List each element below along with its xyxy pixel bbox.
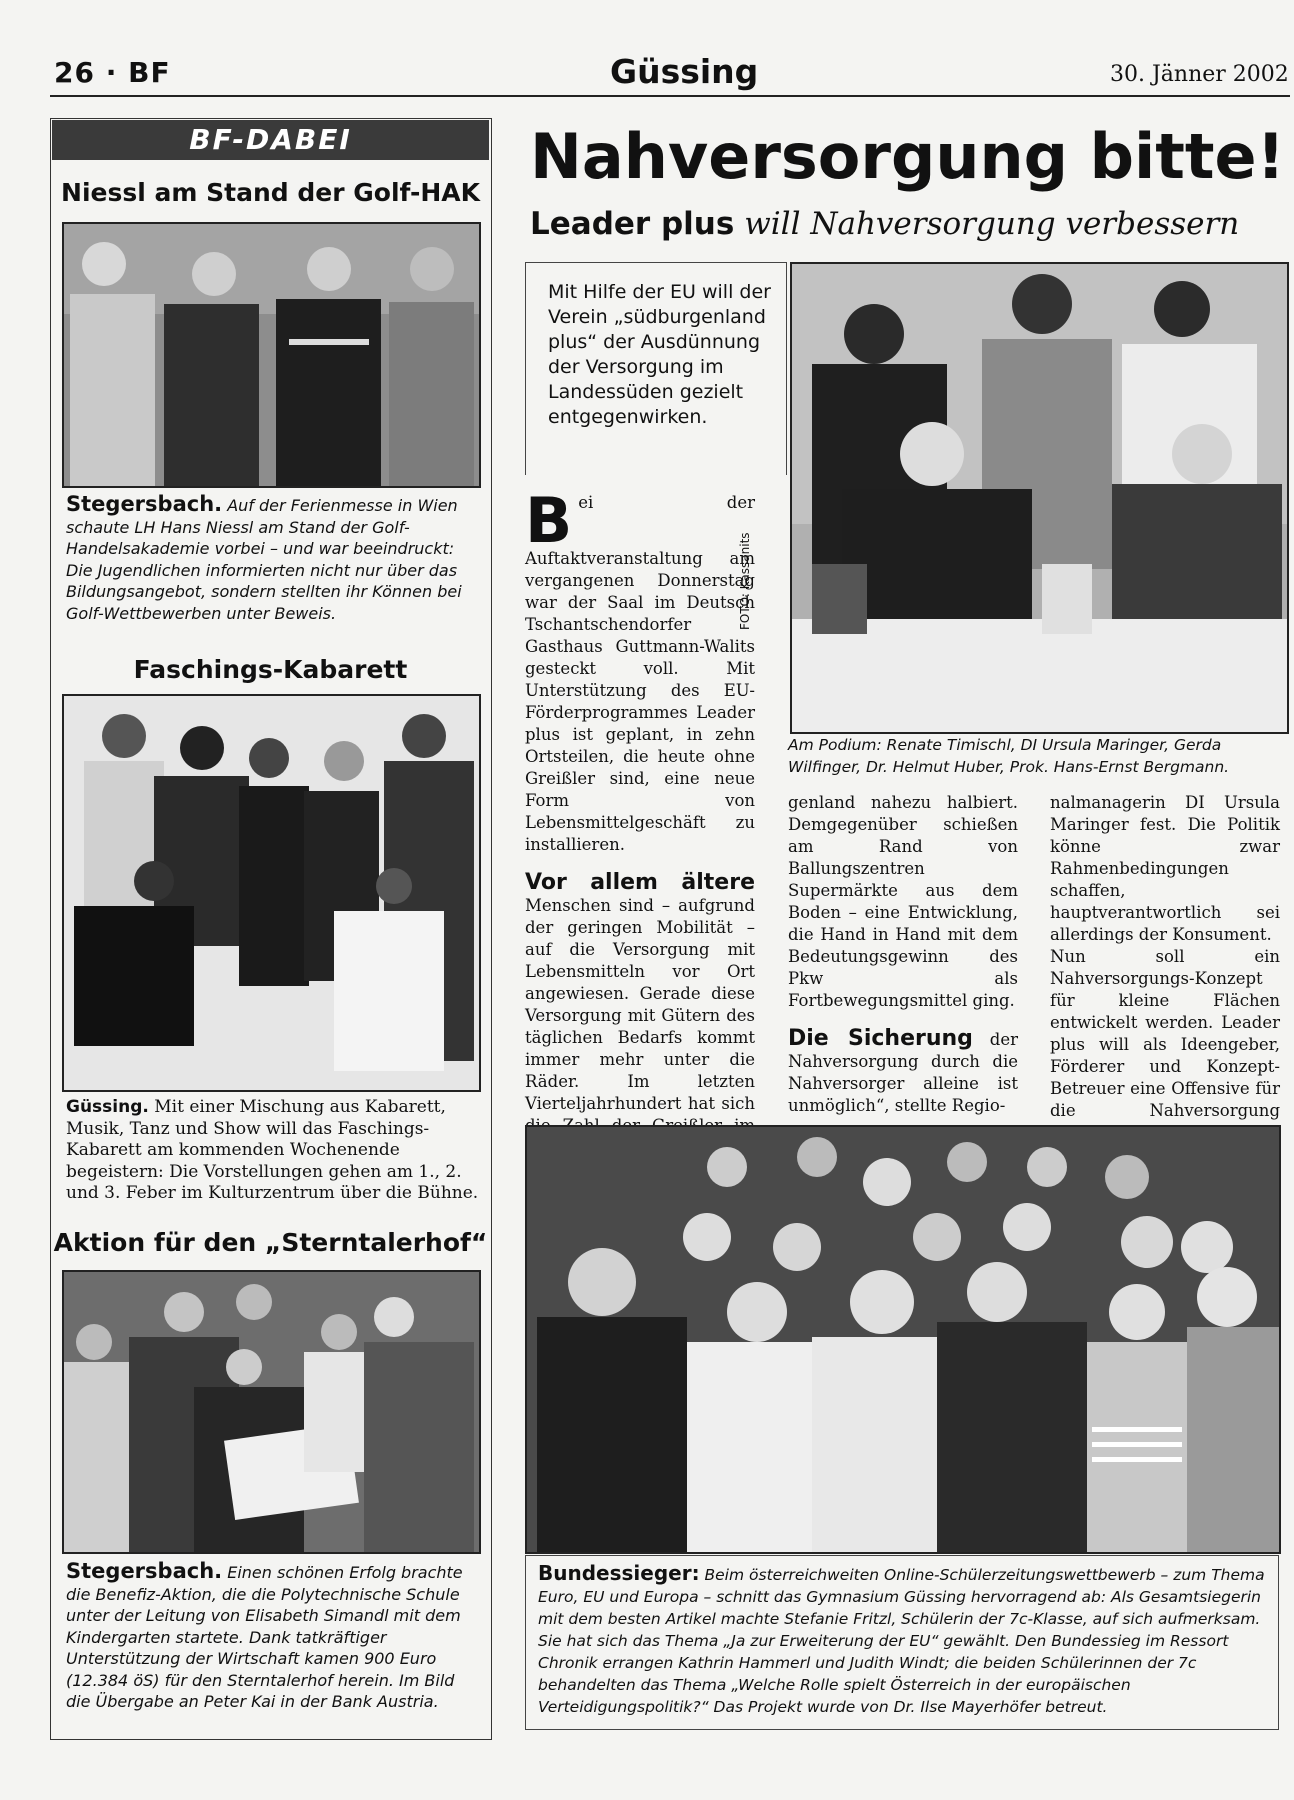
col2-subheading: Die Sicherung — [788, 1026, 973, 1051]
story3-text: Einen schönen Erfolg brachte die Benefiz-Aktion, die die Polytechnische Schule unter der Leitung von Elisabeth Simandl mit dem Kindergarten startete. Dank tatkräftiger Unterstützung der Wirtschaft kamen 900 Euro (12.384 öS) für den Sterntalerhof herein. Im Bild die Übergabe an Peter Kai in der Bank Austria. — [66, 1563, 463, 1711]
story3-title: Aktion für den „Sterntalerhof“ — [53, 1228, 488, 1257]
issue-date: 30. Jänner 2002 — [1110, 62, 1289, 87]
subhead-bold: Leader plus — [530, 206, 735, 242]
article-column-3 — [1050, 792, 1280, 1144]
dropcap: B — [525, 484, 573, 557]
story2-photo — [62, 694, 481, 1092]
story1-title: Niessl am Stand der Golf-HAK — [61, 178, 480, 207]
subhead-italic: will Nahversorgung verbessern — [744, 206, 1240, 242]
intro-text: Mit Hilfe der EU will der Verein „südburgenland plus“ der Ausdünnung der Versorgung im Landessüden gezielt entgegenwirken. — [548, 281, 771, 428]
col1-subheading: Vor allem ältere — [525, 870, 755, 895]
col3-paragraph-2: Nun soll ein Nahversorgungs-Konzept für kleine Flächen entwickelt werden. Leader plus will als Ideengeber, Förderer und Konzept-Betreuer eine Offensive für die Nahversorgung — [1050, 947, 1280, 1120]
col1-paragraph-1: ei der Auftaktveranstaltung am vergangenen Donnerstag war der Saal im Deutsch Tschantschendorfer Gasthaus Guttmann-Walits gesteckt voll. Mit Unterstützung des EU-Förderprogrammes Leader plus ist geplant, in zehn Ortsteilen, die heute ohne Greißler sind, eine neue Form von Lebensmittelgeschäft zu installieren. — [525, 493, 755, 854]
bottom-photo — [525, 1125, 1281, 1554]
col3-paragraph-1: nalmanagerin DI Ursula Maringer fest. Die Politik könne zwar Rahmenbedingungen schaffen, hauptverantwortlich sei allerdings der Konsument. — [1050, 793, 1280, 944]
header-rule — [50, 95, 1290, 97]
bottom-caption-text: Beim österreichweiten Online-Schülerzeitungswettbewerb – zum Thema Euro, EU und Europa – schnitt das Gymnasium Güssing hervorragend ab: Als Gesamtsiegerin mit dem besten Artikel machte Stefanie Fritzl, Schülerin der 7c-Klasse, auf sich aufmerksam. Sie hat sich das Thema „Ja zur Erweiterung der EU“ gewählt. Den Bundessieg im Ressort Chronik errangen Kathrin Hammerl und Judith Windt; die beiden Schülerinnen der 7c behandelten das Thema „Welche Rolle spielt Österreich in der europäischen Verteidigungspolitik?“ Das Projekt wurde von Dr. Ilse Mayerhöfer betreut. — [538, 1566, 1265, 1716]
col2-paragraph-1: genland nahezu halbiert. Demgegenüber schießen am Rand von Ballungszentren Supermärkte aus dem Boden – eine Entwicklung, die Hand in Hand mit dem Bedeutungsgewinn des Pkw als Fortbewegungsmittel ging. — [788, 793, 1018, 1010]
main-photo — [790, 262, 1289, 734]
story2-place: Güssing. — [66, 1097, 149, 1117]
story2-title: Faschings-Kabarett — [133, 655, 408, 684]
story3-place: Stegersbach. — [66, 1559, 223, 1583]
story1-photo — [62, 222, 481, 488]
photo-credit: FOTO: Kassanits — [738, 532, 752, 630]
main-headline: Nahversorgung bitte! — [530, 120, 1285, 193]
col1-paragraph-2: Menschen sind – aufgrund der geringen Mobilität – auf die Versorgung mit Lebensmitteln vor Ort angewiesen. Gerade diese Versorgung mit Gütern des täglichen Bedarfs kommt immer mehr unter die Räder. Im letzten Vierteljahrhundert hat sich — [525, 896, 755, 1113]
article-column-1 — [525, 484, 755, 1159]
page-number: 26 · BF — [54, 56, 171, 89]
article-column-2 — [788, 792, 1018, 1117]
main-subhead — [530, 206, 1239, 242]
col2-paragraph-2: der Nahversorgung durch die Nahversorger alleine ist unmöglich“, stellte Regio- — [788, 1030, 1018, 1115]
story3-caption — [66, 1561, 481, 1713]
bottom-caption-lead: Bundessieger: — [538, 1561, 700, 1585]
story1-caption — [66, 494, 481, 624]
story3-photo — [62, 1270, 481, 1554]
story2-text: Mit einer Mischung aus Kabarett, Musik, Tanz und Show will das Faschings-Kabarett am kommenden Wochenende begeistern: Die Vorstellungen gehen am 1., 2. und 3. Feber im Kulturzentrum über die Bühne. — [66, 1097, 479, 1203]
story1-place: Stegersbach. — [66, 492, 223, 516]
main-photo-caption: Am Podium: Renate Timischl, DI Ursula Maringer, Gerda Wilfinger, Dr. Helmut Huber, Prok. Hans-Ernst Bergmann. — [788, 736, 1230, 776]
story1-text: Auf der Ferienmesse in Wien schaute LH Hans Niessl am Stand der Golf-Handelsakademie vorbei – und war beeindruckt: Die Jugendlichen informierten nicht nur über das Bildungsangebot, sondern stellten ihr Können bei Golf-Wettbewerben unter Beweis. — [66, 496, 462, 623]
bottom-photo-caption — [538, 1562, 1268, 1718]
story2-caption — [66, 1097, 481, 1205]
section-title: Güssing — [610, 52, 759, 91]
sidebar-banner: BF-DABEI — [52, 120, 489, 160]
